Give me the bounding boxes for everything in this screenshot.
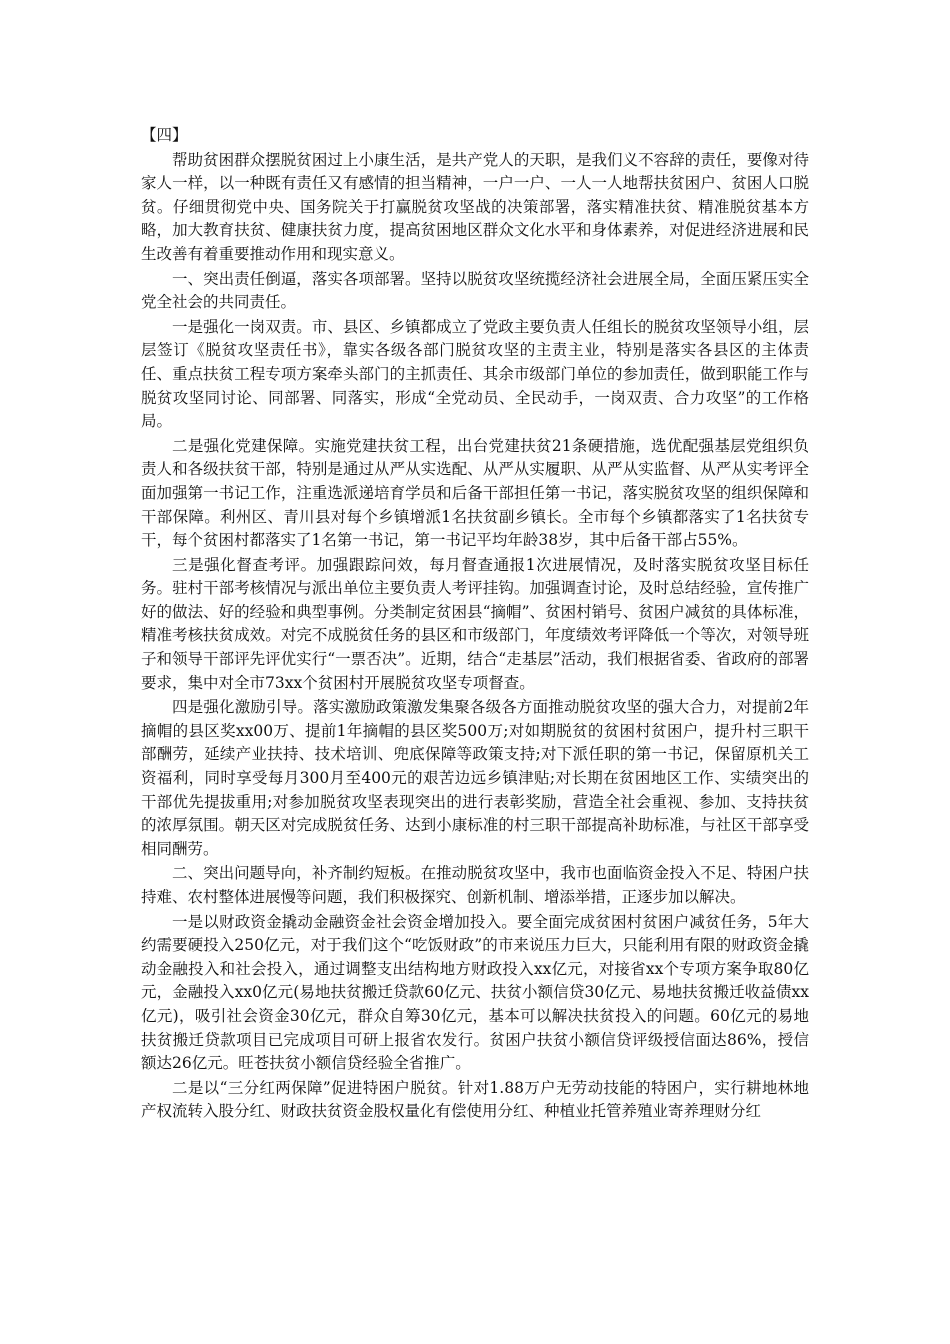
- paragraph-incentives: 四是强化激励引导。落实激励政策激发集聚各级各方面推动脱贫攻坚的强大合力，对提前2年摘帽的县区奖xx00万、提前1年摘帽的县区奖500万;对如期脱贫的贫困村贫困户，提升村三职干部酬劳，延续产业扶持、技术培训、兜底保障等政策支持;对下派任职的第一书记，保留原机关工资福利，同时享受每月300月至400元的艰苦边远乡镇津贴;对长期在贫困地区工作、实绩突出的干部优先提拔重用;对参加脱贫攻坚表现突出的进行表彰奖励，营造全社会重视、参加、支持扶贫的浓厚氛围。朝天区对完成脱贫任务、达到小康标准的村三职干部提高补助标准，与社区干部享受相同酬劳。: [141, 698, 809, 858]
- paragraph-dividends: 二是以“三分红两保障”促进特困户脱贫。针对1.88万户无劳动技能的特困户，实行耕地林地产权流转入股分红、财政扶贫资金股权量化有偿使用分红、种植业托管养殖业寄养理财分红: [141, 1078, 809, 1121]
- section-one-heading-paragraph: 一、突出责任倒逼，落实各项部署。坚持以脱贫攻坚统揽经济社会进展全局，全面压紧压实全党全社会的共同责任。: [141, 269, 809, 312]
- intro-paragraph: 帮助贫困群众摆脱贫困过上小康生活，是共产党人的天职，是我们义不容辞的责任，要像对待家人一样，以一种既有责任又有感情的担当精神，一户一户、一人一人地帮扶贫困户、贫困人口脱贫。仔细贯彻党中央、国务院关于打赢脱贫攻坚战的决策部署，落实精准扶贫、精准脱贫基本方略，加大教育扶贫、健康扶贫力度，提高贫困地区群众文化水平和身体素养，对促进经济进展和民生改善有着重要推动作用和现实意义。: [141, 150, 809, 263]
- paragraph-financing: 一是以财政资金撬动金融资金社会资金增加投入。要全面完成贫困村贫困户减贫任务，5年大约需要硬投入250亿元，对于我们这个“吃饭财政”的市来说压力巨大，只能利用有限的财政资金撬动金融投入和社会投入，通过调整支出结构地方财政投入xx亿元，对接省xx个专项方案争取80亿元，金融投入xx0亿元(易地扶贫搬迁贷款60亿元、扶贫小额信贷30亿元、易地扶贫搬迁收益债xx亿元)，吸引社会资金30亿元，群众自筹30亿元，基本可以解决扶贫投入的问题。60亿元的易地扶贫搬迁贷款项目已完成项目可研上报省农发行。贫困户扶贫小额信贷评级授信面达86%，授信额达26亿元。旺苍扶贫小额信贷经验全省推广。: [141, 912, 809, 1073]
- paragraph-supervision: 三是强化督查考评。加强跟踪问效，每月督查通报1次进展情况，及时落实脱贫攻坚目标任务。驻村干部考核情况与派出单位主要负责人考评挂钩。加强调查讨论，及时总结经验，宣传推广好的做法、好的经验和典型事例。分类制定贫困县“摘帽”、贫困村销号、贫困户减贫的具体标准，精准考核扶贫成效。对完不成脱贫任务的县区和市级部门，年度绩效考评降低一个等次，对领导班子和领导干部评先评优实行“一票否决”。近期，结合“走基层”活动，我们根据省委、省政府的部署要求，集中对全市73xx个贫困村开展脱贫攻坚专项督查。: [141, 555, 809, 692]
- section-heading: 【四】: [141, 126, 188, 144]
- document-body: [141, 124, 809, 1125]
- paragraph-party-building: 二是强化党建保障。实施党建扶贫工程，出台党建扶贫21条硬措施，选优配强基层党组织负责人和各级扶贫干部，特别是通过从严从实选配、从严从实履职、从严从实监督、从严从实考评全面加强第一书记工作，注重选派递培育学员和后备干部担任第一书记，落实脱贫攻坚的组织保障和干部保障。利州区、青川县对每个乡镇增派1名扶贫副乡镇长。全市每个乡镇都落实了1名扶贫专干，每个贫困村都落实了1名第一书记，第一书记平均年龄38岁，其中后备干部占55%。: [141, 436, 809, 550]
- paragraph-responsibility: 一是强化一岗双责。市、县区、乡镇都成立了党政主要负责人任组长的脱贫攻坚领导小组，层层签订《脱贫攻坚责任书》，靠实各级各部门脱贫攻坚的主责主业，特别是落实各县区的主体责任、重点扶贫工程专项方案牵头部门的主抓责任、其余市级部门单位的参加责任，做到职能工作与脱贫攻坚同讨论、同部署、同落实，形成“全党动员、全民动手，一岗双责、合力攻坚”的工作格局。: [141, 317, 809, 431]
- section-two-heading-paragraph: 二、突出问题导向，补齐制约短板。在推动脱贫攻坚中，我市也面临资金投入不足、特困户扶持难、农村整体进展慢等问题，我们积极探究、创新机制、增添举措，正逐步加以解决。: [141, 864, 809, 906]
